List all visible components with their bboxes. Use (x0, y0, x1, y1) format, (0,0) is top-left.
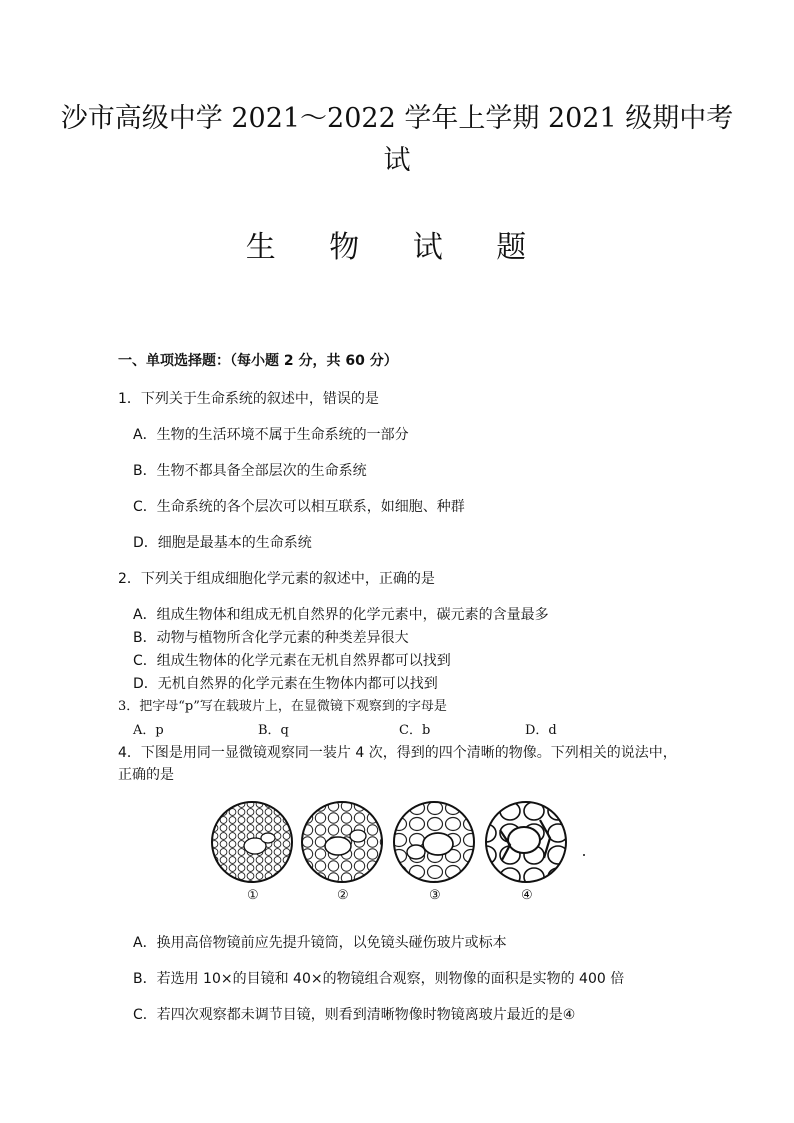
q4-option-c: C．若四次观察都未调节目镜，则看到清晰物像时物镜离玻片最近的是④ (133, 1007, 576, 1023)
view-4 (486, 802, 566, 882)
q4-stem-line1: 4．下图是用同一显微镜观察同一装片 4 次，得到的四个清晰的物像。下列相关的说法中， (118, 745, 677, 761)
q4-option-b: B．若选用 10×的目镜和 40×的物镜组合观察，则物像的面积是实物的 400 倍 (133, 971, 625, 987)
q1-option-c: C．生命系统的各个层次可以相互联系，如细胞、种群 (133, 499, 465, 515)
q2-stem: 2．下列关于组成细胞化学元素的叙述中，正确的是 (118, 571, 435, 587)
q1-stem: 1．下列关于生命系统的叙述中，错误的是 (118, 391, 379, 407)
caption-view-2: ② (337, 888, 349, 903)
caption-view-1: ① (247, 888, 259, 903)
q3-option-c: C．b (399, 723, 431, 738)
q1-option-b: B．生物不都具备全部层次的生命系统 (133, 463, 367, 479)
caption-view-4: ④ (521, 888, 533, 903)
view-3 (394, 802, 474, 882)
q2-option-b: B．动物与植物所含化学元素的种类差异很大 (133, 630, 409, 646)
q2-option-c: C．组成生物体的化学元素在无机自然界都可以找到 (133, 653, 451, 669)
q2-option-d: D．无机自然界的化学元素在生物体内都可以找到 (133, 676, 438, 692)
q4-stem-line2: 正确的是 (118, 767, 174, 783)
q3-option-d: D．d (525, 723, 557, 738)
q1-option-d: D．细胞是最基本的生命系统 (133, 535, 312, 551)
q3-stem: 3．把字母“p”写在载玻片上，在显微镜下观察到的字母是 (118, 699, 447, 714)
q1-option-a: A．生物的生活环境不属于生命系统的一部分 (133, 427, 409, 443)
q4-option-a: A．换用高倍物镜前应先提升镜筒，以免镜头碰伤玻片或标本 (133, 935, 507, 951)
q3-option-a: A．p (133, 723, 164, 738)
exam-title-line1: 沙市高级中学 2021～2022 学年上学期 2021 级期中考 (60, 103, 734, 134)
q3-option-b: B．q (258, 723, 289, 738)
caption-view-3: ③ (429, 888, 441, 903)
microscope-views-figure (210, 800, 590, 910)
section-heading: 一、单项选择题：（每小题 2 分，共 60 分） (118, 353, 398, 369)
view-2 (302, 802, 382, 882)
view-1 (212, 802, 292, 882)
q2-option-a: A．组成生物体和组成无机自然界的化学元素中，碳元素的含量最多 (133, 607, 549, 623)
exam-title-line2: 试 (383, 145, 411, 176)
subject-title: 生 物 试 题 (245, 230, 549, 265)
